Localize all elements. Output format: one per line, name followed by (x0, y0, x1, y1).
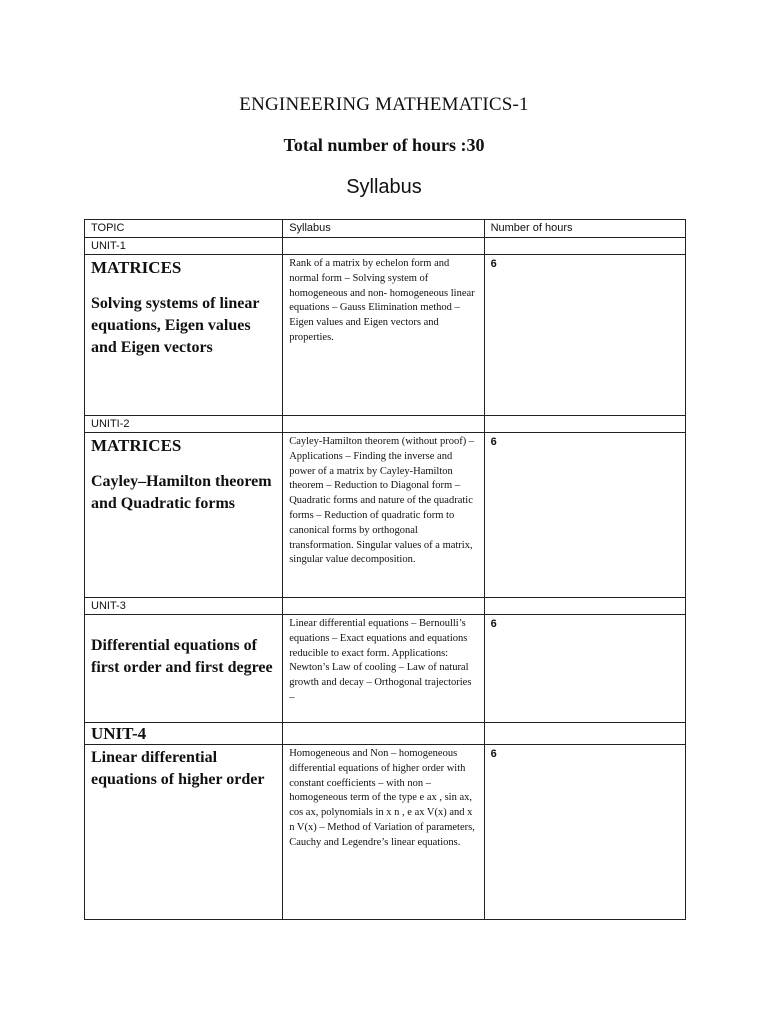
hours-cell: 6 (484, 255, 685, 416)
unit-label-row (85, 238, 686, 255)
empty-cell (484, 416, 685, 433)
syllabus-cell: Cayley-Hamilton theorem (without proof) – Applications – Finding the inverse and power of a matrix by Cayley-Hamilton theorem – Reduction to Diagonal form – Quadratic forms and nature of the quadratic forms – Reduction of quadratic form to canonical forms by orthogonal transformation. Singular values of a matrix, singular value decomposition. (283, 433, 484, 598)
syllabus-heading: Syllabus (346, 176, 422, 198)
syllabus-cell: Linear differential equations – Bernoulli’s equations – Exact equations and equations reducible to exact form. Applications: Newton’s Law of cooling – Law of natural growth and decay – Orthogonal trajectories – (283, 615, 484, 723)
unit-content-row (85, 615, 686, 723)
topic-cell (85, 615, 283, 723)
unit-label-row (85, 598, 686, 615)
syllabus-cell: Rank of a matrix by echelon form and normal form – Solving system of homogeneous and non- homogeneous linear equations – Gauss Elimination method – Eigen values and Eigen vectors and properties. (283, 255, 484, 416)
topic-cell (85, 745, 283, 920)
topic-cell (85, 255, 283, 416)
hours-cell: 6 (484, 615, 685, 723)
topic-subtitle: Linear differential equations of higher order (91, 749, 265, 788)
syllabus-cell: Homogeneous and Non – homogeneous differential equations of higher order with constant coefficients – with non – homogeneous term of the type e ax , sin ax, cos ax, polynomials in x n , e ax V(x) and x n V(x) – Method of Variation of parameters, Cauchy and Legendre’s linear equations. (283, 745, 484, 920)
topic-heading: MATRICES (91, 436, 182, 455)
unit-content-row (85, 745, 686, 920)
hours-cell: 6 (484, 433, 685, 598)
total-hours: Total number of hours :30 (283, 135, 485, 155)
empty-cell (484, 598, 685, 615)
document-title: ENGINEERING MATHEMATICS-1 (239, 94, 529, 115)
topic-heading: MATRICES (91, 258, 182, 277)
topic-cell (85, 433, 283, 598)
syllabus-table (84, 219, 686, 920)
empty-cell (484, 723, 685, 745)
unit-label: UNIT-4 (85, 723, 283, 745)
hours-cell: 6 (484, 745, 685, 920)
header-topic: TOPIC (85, 220, 283, 238)
header-hours: Number of hours (484, 220, 685, 238)
empty-cell (283, 238, 484, 255)
table-header-row (85, 220, 686, 238)
unit-content-row (85, 433, 686, 598)
unit-label: UNITI-2 (85, 416, 283, 433)
unit-label: UNIT-3 (85, 598, 283, 615)
topic-subtitle: Cayley–Hamilton theorem and Quadratic forms (91, 473, 272, 512)
unit-content-row (85, 255, 686, 416)
empty-cell (283, 598, 484, 615)
unit-label: UNIT-1 (85, 238, 283, 255)
header-syllabus: Syllabus (283, 220, 484, 238)
unit-label-row (85, 723, 686, 745)
empty-cell (283, 416, 484, 433)
unit-label-row (85, 416, 686, 433)
topic-subtitle: Differential equations of first order and first degree (91, 637, 273, 676)
topic-subtitle: Solving systems of linear equations, Eigen values and Eigen vectors (91, 295, 260, 356)
empty-cell (283, 723, 484, 745)
empty-cell (484, 238, 685, 255)
